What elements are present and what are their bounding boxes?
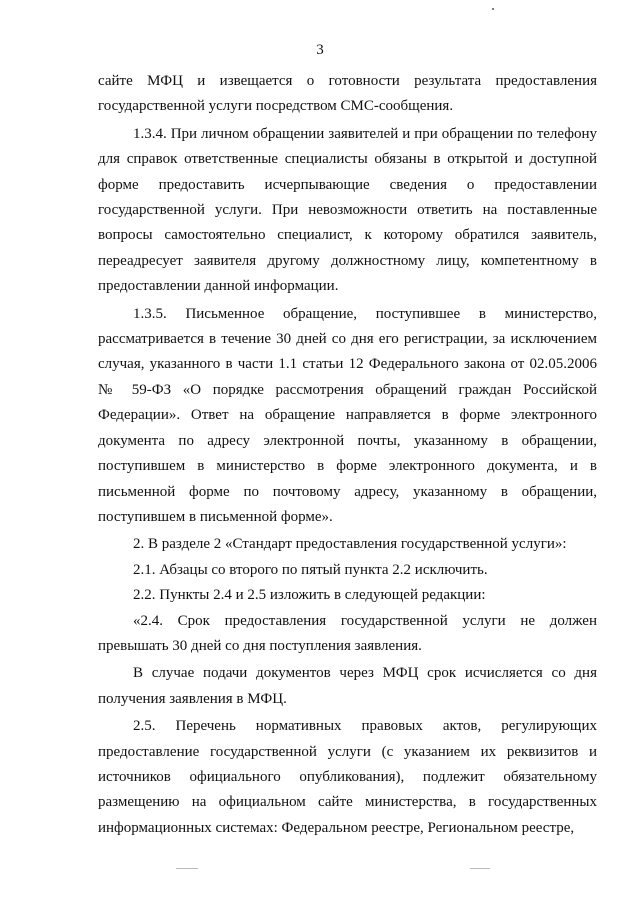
paragraph-2-4-quote: «2.4. Срок предоставления государственной услуги не должен превышать 30 дней со дня поступления заявления. <box>98 612 597 654</box>
paragraph-1-3-5: 1.3.5. Письменное обращение, поступившее в министерство, рассматривается в течение 30 дней со дня его регистрации, за исключением случая, указанного в части 1.1 статьи 12 Федерального закона от 02.05.2006 № 59-ФЗ «О порядке рассмотрения обращений граждан Российской Федерации». Ответ на обращение направляется в форме электронного документа по адресу электронной почты, указанному в обращении, поступившем в министерство в форме электронного документа, и в письменной форме по почтовому адресу, указанному в обращении, поступившем в письменной форме». <box>98 305 597 525</box>
scan-edge-mark <box>176 868 198 869</box>
paragraph-continuation-sms: сайте МФЦ и извещается о готовности результата предоставления государственной услуги посредством СМС-сообщения. <box>98 73 597 115</box>
paragraph-1-3-4: 1.3.4. При личном обращении заявителей и при обращении по телефону для справок ответственные специалисты обязаны в открытой и доступной форме предоставить исчерпывающие сведения о предоставлении государственной услуги. При невозможности ответить на поставленные вопросы самостоятельно специалист, к которому обратился заявитель, переадресует заявителя другому должностному лицу, компетентному в предоставлении данной информации. <box>98 125 597 295</box>
paragraph-2-5: 2.5. Перечень нормативных правовых актов, регулирующих предоставление государственной услуги (с указанием их реквизитов и источников официального опубликования), подлежит обязательному размещению на официальном сайте министерства, в государственных информационных системах: Федеральном реестре, Региональном реестре, <box>98 718 597 836</box>
paragraph-2-section: 2. В разделе 2 «Стандарт предоставления государственной услуги»: <box>133 536 567 553</box>
scan-edge-mark <box>470 868 490 869</box>
scan-speck <box>492 8 494 10</box>
paragraph-2-2: 2.2. Пункты 2.4 и 2.5 изложить в следующей редакции: <box>133 587 486 604</box>
paragraph-2-1: 2.1. Абзацы со второго по пятый пункта 2.2 исключить. <box>133 561 488 578</box>
page-number: 3 <box>316 42 324 58</box>
document-body <box>98 69 597 841</box>
paragraph-mfc-deadline: В случае подачи документов через МФЦ срок исчисляется со дня получения заявления в МФЦ. <box>98 665 597 707</box>
